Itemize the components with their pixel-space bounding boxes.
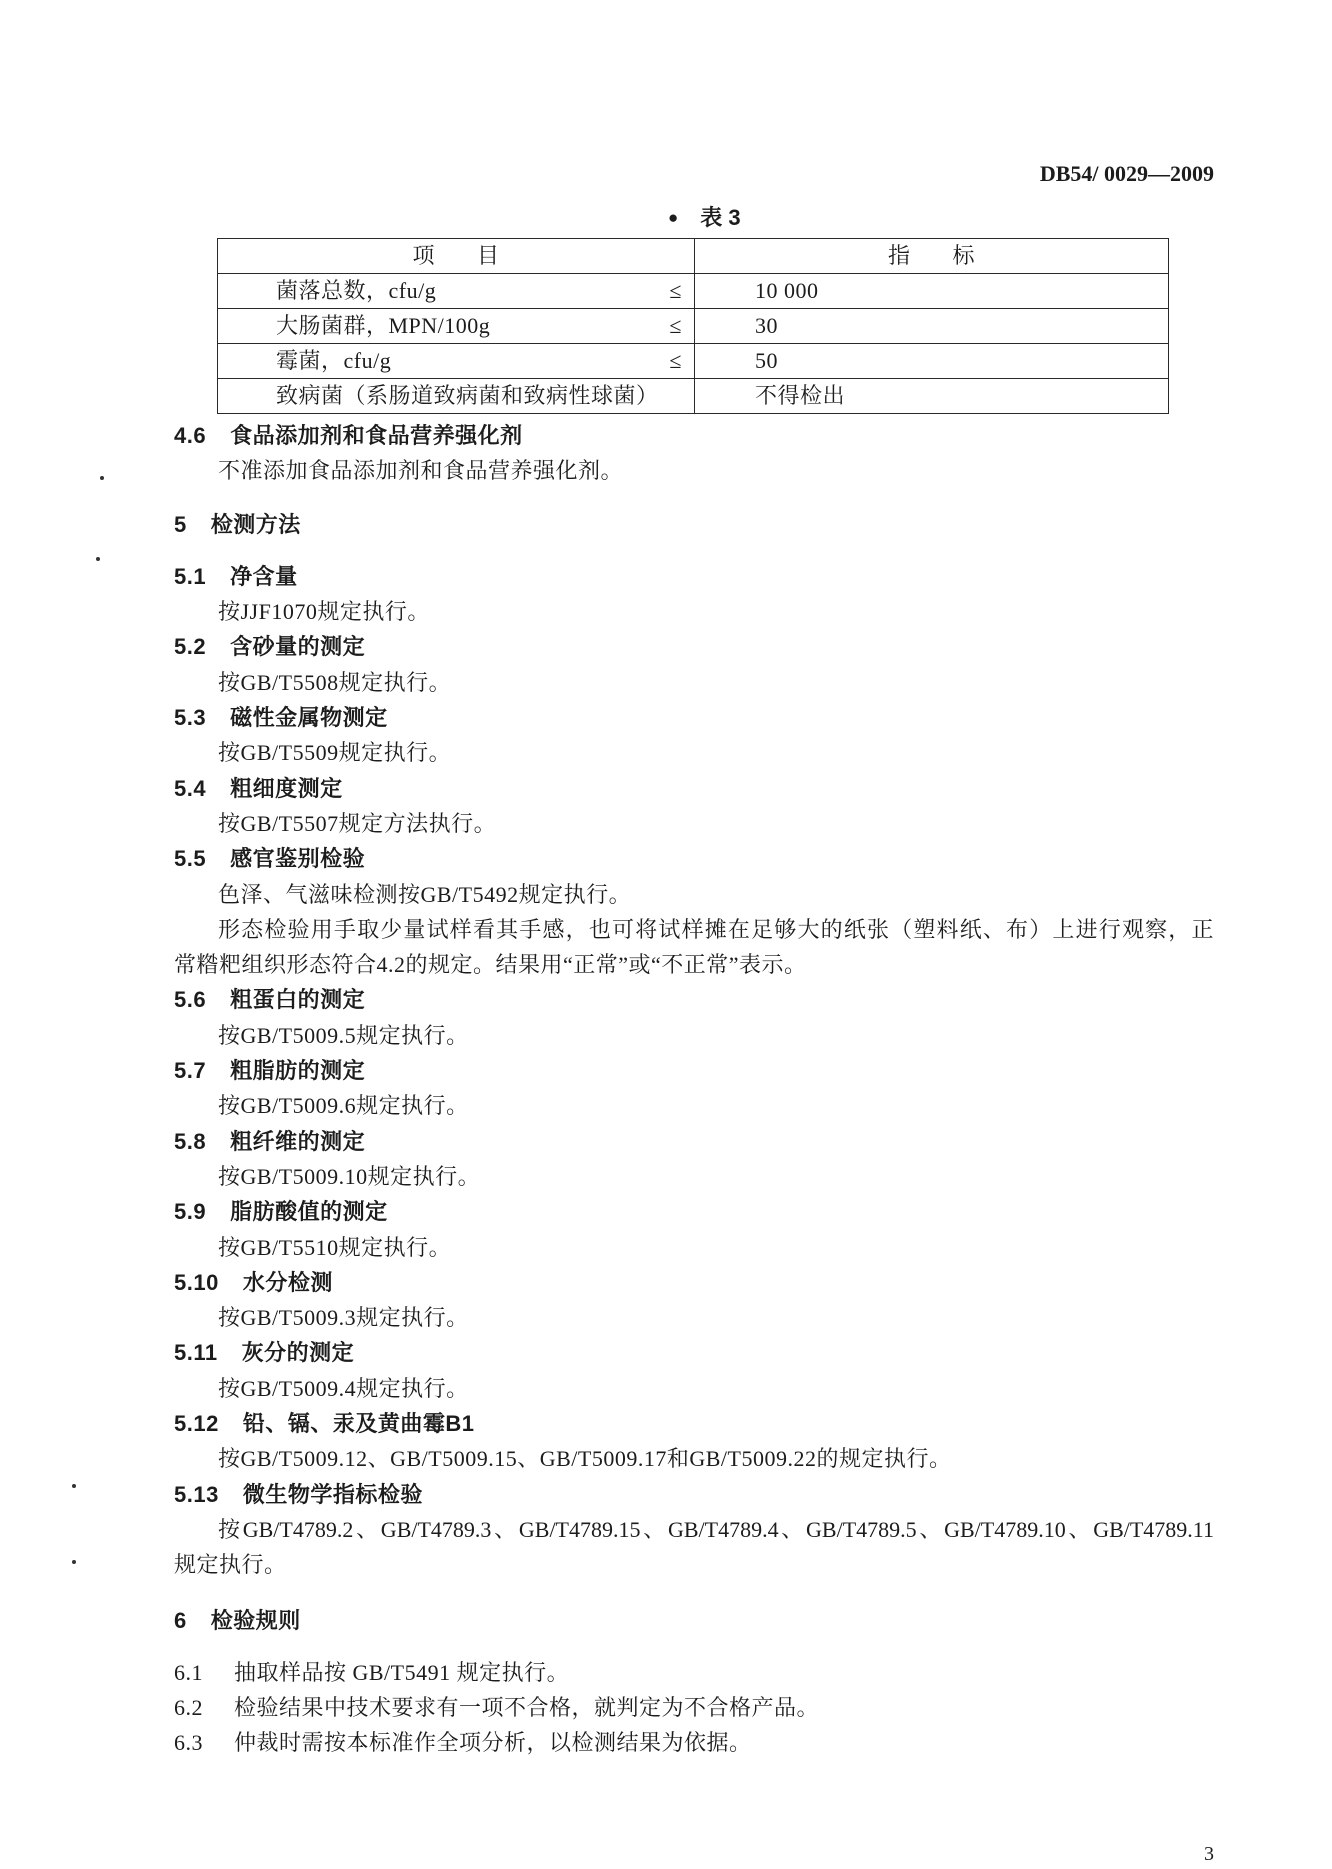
item-value: 10 000 (755, 278, 819, 303)
clause-5-10-text: 按GB/T5009.3规定执行。 (218, 1305, 469, 1331)
operator: ≤ (669, 348, 682, 373)
clause-6-1 (174, 1655, 1214, 1690)
clause-number: 4.6 (174, 423, 207, 448)
clause-title: 脂肪酸值的测定 (230, 1199, 388, 1225)
clause-number: 5.4 (174, 775, 207, 801)
clause-number: 5.6 (174, 987, 207, 1013)
clause-text: 仲裁时需按本标准作全项分析，以检测结果为依据。 (234, 1730, 752, 1756)
clause-5-7-heading (174, 1053, 1214, 1088)
clause-5-12-text: 按GB/T5009.12、GB/T5009.15、GB/T5009.17和GB/T5009.22的规定执行。 (218, 1446, 952, 1472)
clause-title: 含砂量的测定 (230, 634, 366, 660)
clause-4-6-heading (174, 418, 1214, 453)
chapter-title: 检验规则 (210, 1607, 301, 1633)
chapter-number: 6 (174, 1607, 187, 1633)
value-cell (695, 379, 1169, 414)
clause-5-9-text: 按GB/T5510规定执行。 (218, 1234, 452, 1260)
item-cell (218, 379, 695, 414)
clause-number: 6.3 (174, 1730, 203, 1756)
clause-5-7-text: 按GB/T5009.6规定执行。 (218, 1093, 469, 1119)
clause-5-8-text: 按GB/T5009.10规定执行。 (218, 1163, 481, 1189)
item-cell (218, 344, 695, 379)
item-label: 霉菌，cfu/g (276, 348, 392, 373)
clause-title: 水分检测 (242, 1269, 333, 1295)
scan-speck (96, 557, 100, 561)
clause-number: 5.12 (174, 1411, 219, 1437)
table-header-row (218, 239, 1169, 274)
clause-5-8-heading (174, 1124, 1214, 1159)
clause-5-2-text: 按GB/T5508规定执行。 (218, 669, 452, 695)
item-cell (218, 274, 695, 309)
clause-5-9-heading (174, 1194, 1214, 1229)
clause-number: 5.7 (174, 1058, 207, 1084)
clause-5-2-heading (174, 629, 1214, 664)
caption-text: 表 3 (700, 205, 741, 230)
value-cell (695, 309, 1169, 344)
table-row (218, 344, 1169, 379)
clause-5-6-heading (174, 982, 1214, 1017)
table-row (218, 274, 1169, 309)
clause-number: 5.9 (174, 1199, 207, 1225)
clause-title: 铅、镉、汞及黄曲霉B1 (242, 1411, 475, 1437)
page-number: 3 (1204, 1843, 1214, 1865)
clause-title: 粗蛋白的测定 (230, 987, 366, 1013)
clause-5-5-heading (174, 841, 1214, 876)
clause-title: 磁性金属物测定 (230, 705, 388, 731)
document-body (174, 418, 1214, 1761)
clause-5-3-text: 按GB/T5509规定执行。 (218, 740, 452, 766)
clause-number: 5.2 (174, 634, 207, 660)
chapter-number: 5 (174, 511, 187, 537)
chapter-6-heading (174, 1603, 1214, 1638)
clause-5-13-text-line-1: 按GB/T4789.2、GB/T4789.3、GB/T4789.15、GB/T4789.4、GB/T4789.5、GB/T4789.10、GB/T4789.11 (218, 1516, 1214, 1542)
clause-5-4-heading (174, 771, 1214, 806)
clause-title: 净含量 (230, 563, 298, 589)
clause-number: 5.1 (174, 563, 207, 589)
operator: ≤ (669, 313, 682, 338)
standard-code: DB54/ 0029—2009 (1039, 161, 1214, 186)
clause-title: 感官鉴别检验 (230, 846, 366, 872)
clause-5-1-text: 按JJF1070规定执行。 (218, 599, 430, 625)
operator: ≤ (669, 278, 682, 303)
clause-5-6-text: 按GB/T5009.5规定执行。 (218, 1022, 469, 1048)
clause-6-2 (174, 1690, 1214, 1725)
item-value: 不得检出 (755, 383, 846, 408)
value-cell (695, 274, 1169, 309)
table-caption (668, 205, 741, 233)
clause-5-3-heading (174, 700, 1214, 735)
clause-number: 5.13 (174, 1481, 219, 1507)
clause-title: 食品添加剂和食品营养强化剂 (230, 423, 523, 448)
clause-5-11-text: 按GB/T5009.4规定执行。 (218, 1375, 469, 1401)
clause-5-11-heading (174, 1335, 1214, 1370)
item-label: 菌落总数，cfu/g (276, 278, 437, 303)
value-cell (695, 344, 1169, 379)
chapter-title: 检测方法 (210, 511, 301, 537)
clause-title: 粗细度测定 (230, 775, 343, 801)
chapter-5-heading (174, 507, 1214, 542)
clause-number: 5.3 (174, 705, 207, 731)
scan-speck (100, 476, 104, 480)
item-cell (218, 309, 695, 344)
clause-6-3 (174, 1725, 1214, 1760)
caption-bullet: ● (668, 208, 679, 227)
clause-title: 微生物学指标检验 (242, 1481, 423, 1507)
clause-text: 检验结果中技术要求有一项不合格，就判定为不合格产品。 (234, 1695, 820, 1721)
clause-text: 抽取样品按 GB/T5491 规定执行。 (234, 1659, 570, 1685)
clause-5-13-text-line-2: 规定执行。 (174, 1552, 287, 1578)
clause-number: 5.8 (174, 1128, 207, 1154)
scan-speck (72, 1484, 76, 1488)
clause-5-5-paragraph-line-1: 形态检验用手取少量试样看其手感，也可将试样摊在足够大的纸张（塑料纸、布）上进行观察，正 (218, 916, 1214, 942)
clause-5-12-heading (174, 1406, 1214, 1441)
clause-number: 5.10 (174, 1269, 219, 1295)
table-row (218, 309, 1169, 344)
item-label: 致病菌（系肠道致病菌和致病性球菌） (276, 383, 659, 408)
item-value: 30 (755, 313, 778, 338)
clause-title: 粗脂肪的测定 (230, 1058, 366, 1084)
clause-number: 6.1 (174, 1659, 203, 1685)
scan-speck (72, 1560, 76, 1564)
clause-5-5-text: 色泽、气滋味检测按GB/T5492规定执行。 (218, 881, 632, 907)
clause-4-6-text: 不准添加食品添加剂和食品营养强化剂。 (218, 458, 624, 484)
clause-number: 5.5 (174, 846, 207, 872)
column-header-value: 指 标 (695, 239, 1169, 274)
clause-number: 5.11 (174, 1340, 218, 1366)
item-label: 大肠菌群，MPN/100g (276, 313, 491, 338)
clause-number: 6.2 (174, 1695, 203, 1721)
table-row (218, 379, 1169, 414)
clause-title: 灰分的测定 (241, 1340, 355, 1366)
clause-5-10-heading (174, 1265, 1214, 1300)
item-value: 50 (755, 348, 778, 373)
clause-5-5-paragraph-line-2: 常糌粑组织形态符合4.2的规定。结果用“正常”或“不正常”表示。 (174, 952, 807, 978)
column-header-item: 项 目 (218, 239, 695, 274)
clause-5-4-text: 按GB/T5507规定方法执行。 (218, 810, 497, 836)
clause-title: 粗纤维的测定 (230, 1128, 366, 1154)
microbiology-table (217, 238, 1169, 414)
clause-5-13-heading (174, 1477, 1214, 1512)
clause-5-1-heading (174, 559, 1214, 594)
